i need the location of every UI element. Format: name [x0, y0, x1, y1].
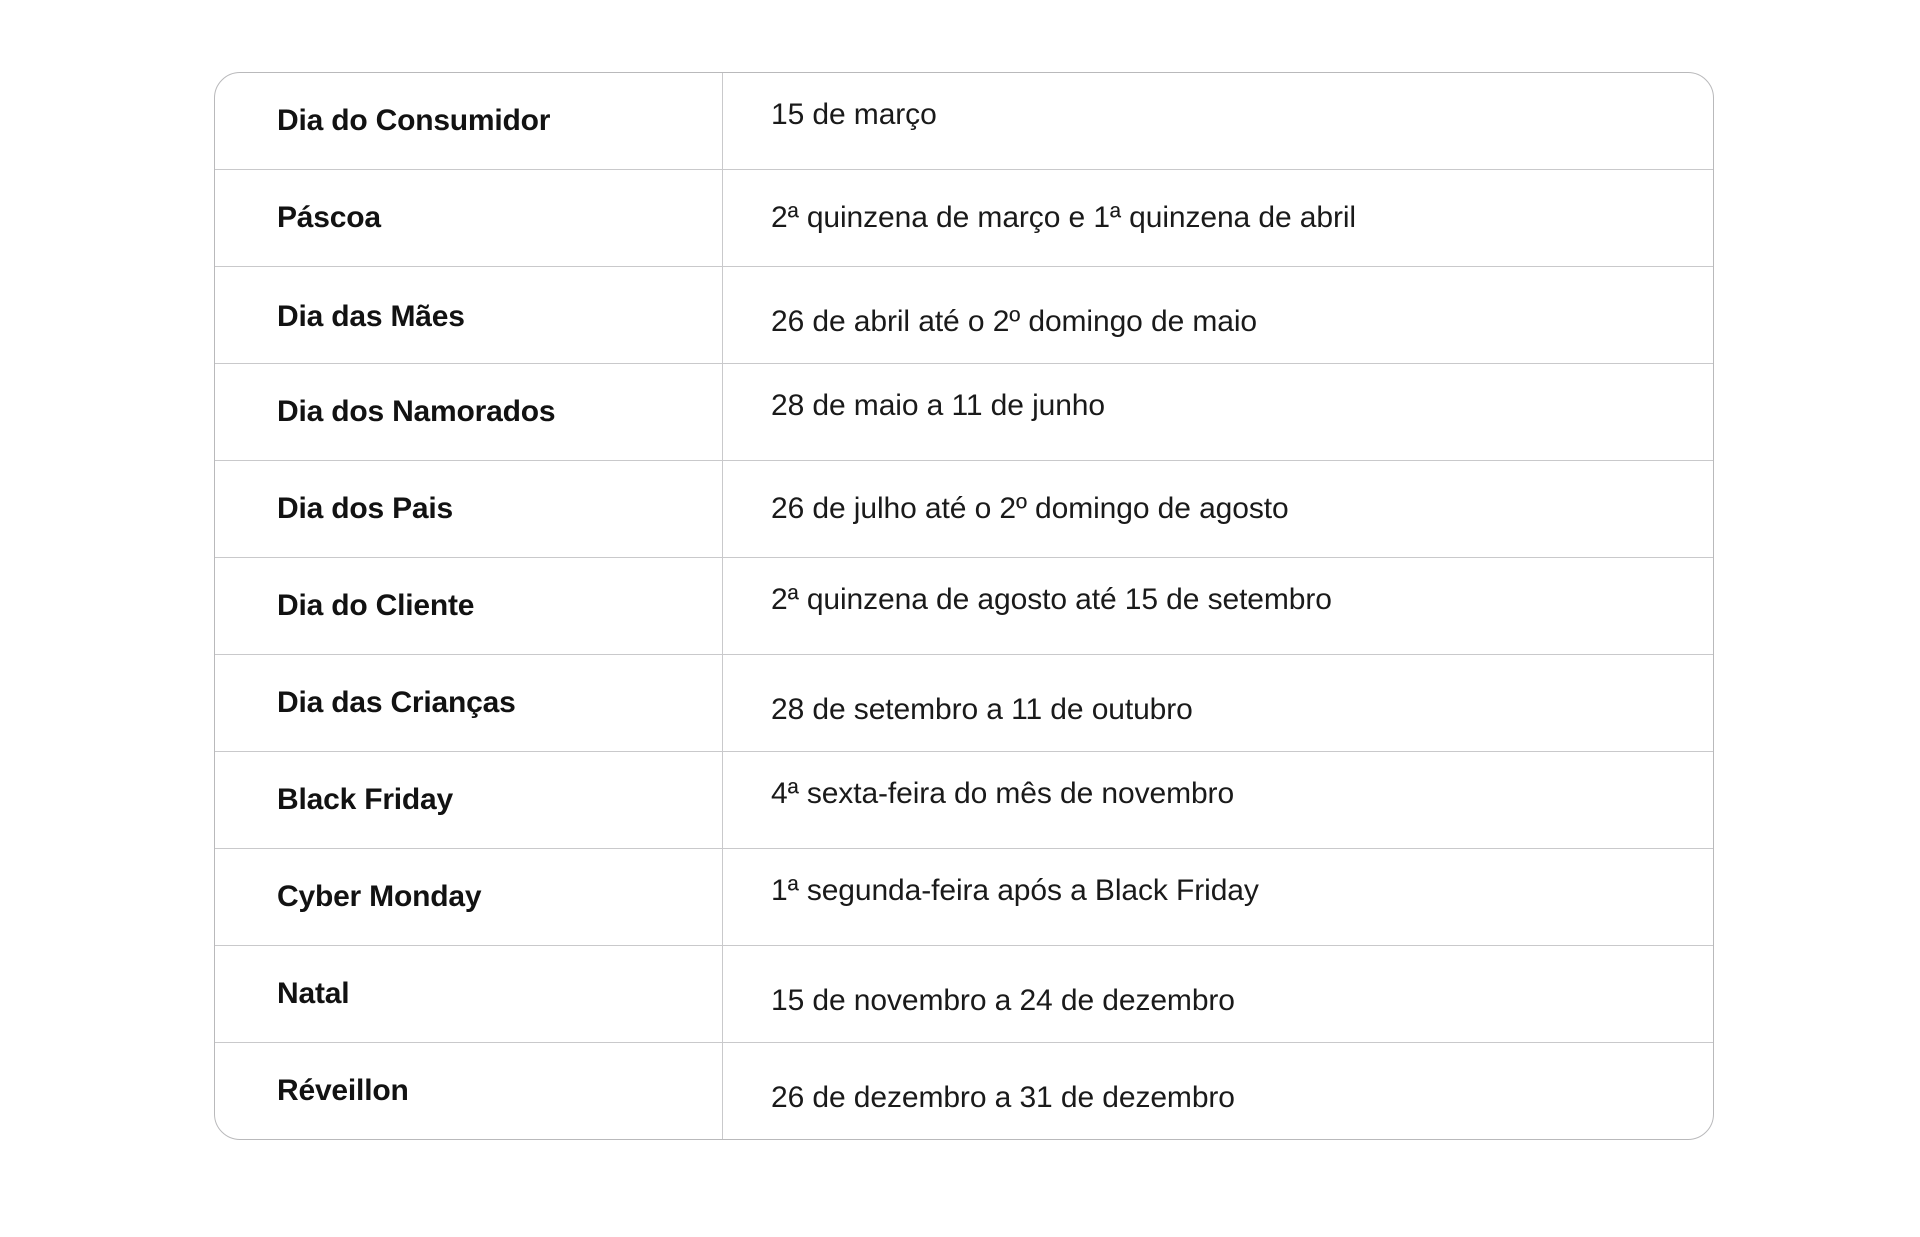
- period-label: 2ª quinzena de março e 1ª quinzena de abril: [771, 201, 1356, 235]
- table-cell-date-name: [215, 170, 723, 266]
- table-row: [215, 364, 1713, 461]
- table-cell-date-name: [215, 461, 723, 557]
- table-cell-date-name: [215, 946, 723, 1042]
- table-row: [215, 558, 1713, 655]
- table-cell-date-name: [215, 1043, 723, 1139]
- table-row: [215, 752, 1713, 849]
- table-cell-period: [723, 364, 1713, 460]
- period-label: 4ª sexta-feira do mês de novembro: [771, 777, 1235, 811]
- period-label: 15 de março: [771, 98, 937, 132]
- table-cell-period: [723, 267, 1713, 363]
- period-label: 26 de dezembro a 31 de dezembro: [771, 1081, 1235, 1115]
- table-cell-period: [723, 558, 1713, 654]
- table-cell-date-name: [215, 73, 723, 169]
- date-name-label: Dia das Crianças: [277, 686, 516, 719]
- table-row: [215, 170, 1713, 267]
- date-name-label: Natal: [277, 977, 350, 1010]
- table-cell-period: [723, 946, 1713, 1042]
- table-row: [215, 73, 1713, 170]
- period-label: 26 de julho até o 2º domingo de agosto: [771, 492, 1289, 526]
- date-name-label: Black Friday: [277, 783, 454, 816]
- period-label: 28 de setembro a 11 de outubro: [771, 693, 1193, 727]
- date-name-label: Dia do Consumidor: [277, 104, 551, 137]
- period-label: 28 de maio a 11 de junho: [771, 389, 1105, 423]
- period-label: 26 de abril até o 2º domingo de maio: [771, 305, 1258, 339]
- date-name-label: Páscoa: [277, 201, 381, 234]
- date-name-label: Dia dos Pais: [277, 492, 454, 525]
- date-name-label: Dia dos Namorados: [277, 395, 556, 428]
- table-row: [215, 1043, 1713, 1139]
- commemorative-dates-table: [214, 72, 1714, 1140]
- table-cell-date-name: [215, 655, 723, 751]
- period-label: 2ª quinzena de agosto até 15 de setembro: [771, 583, 1332, 617]
- period-label: 1ª segunda-feira após a Black Friday: [771, 874, 1259, 908]
- table-cell-period: [723, 170, 1713, 266]
- date-name-label: Dia das Mães: [277, 300, 465, 333]
- table-cell-period: [723, 1043, 1713, 1139]
- date-name-label: Réveillon: [277, 1074, 409, 1107]
- date-name-label: Cyber Monday: [277, 880, 482, 913]
- table-cell-period: [723, 73, 1713, 169]
- table-row: [215, 849, 1713, 946]
- table-cell-period: [723, 849, 1713, 945]
- table-row: [215, 655, 1713, 752]
- table-row: [215, 461, 1713, 558]
- table-cell-date-name: [215, 558, 723, 654]
- table-row: [215, 946, 1713, 1043]
- table-cell-date-name: [215, 364, 723, 460]
- table-cell-period: [723, 655, 1713, 751]
- table-cell-date-name: [215, 267, 723, 363]
- table-cell-date-name: [215, 849, 723, 945]
- table-cell-date-name: [215, 752, 723, 848]
- period-label: 15 de novembro a 24 de dezembro: [771, 984, 1235, 1018]
- table-cell-period: [723, 461, 1713, 557]
- date-name-label: Dia do Cliente: [277, 589, 475, 622]
- table-row: [215, 267, 1713, 364]
- table-cell-period: [723, 752, 1713, 848]
